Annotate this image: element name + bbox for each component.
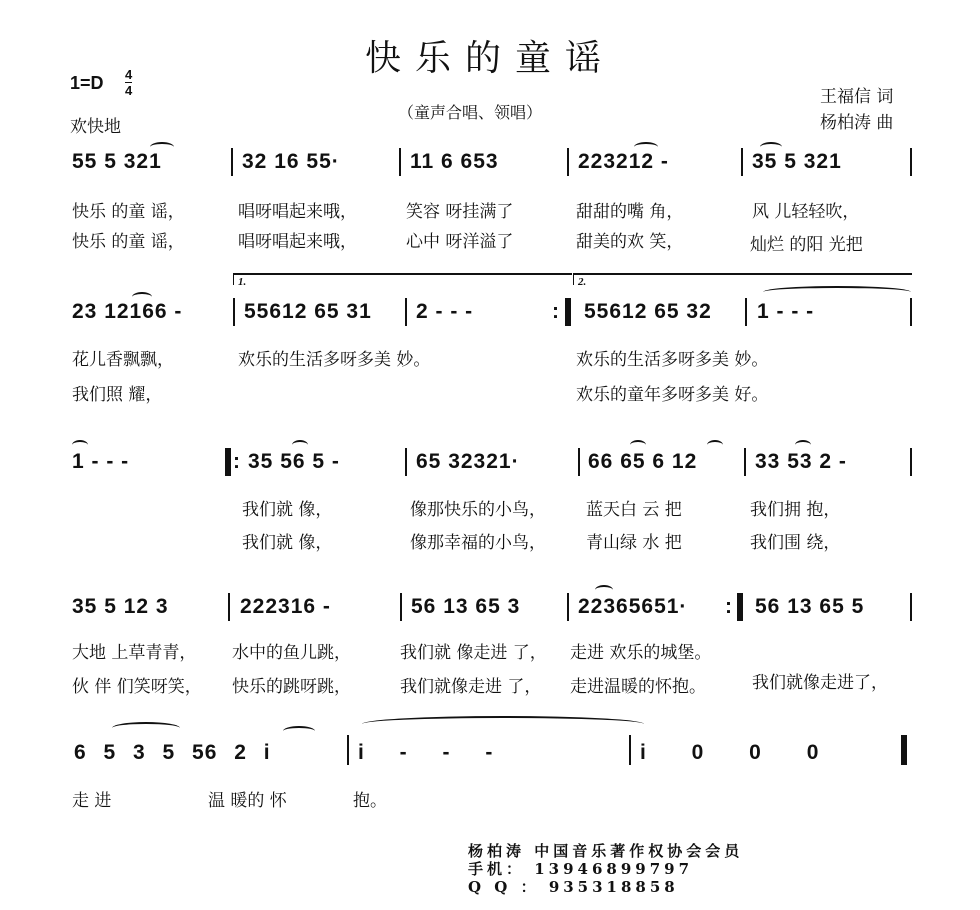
phone-label: 手机： <box>468 860 526 878</box>
tempo-marking: 欢快地 <box>70 117 121 137</box>
bar-line <box>231 148 233 176</box>
measure: 55612 65 32 <box>584 300 712 323</box>
lyric: 唱呀唱起来哦， <box>238 202 357 222</box>
measure: 56 13 65 5 <box>755 595 865 618</box>
bar-line <box>744 448 746 476</box>
final-barline <box>901 735 907 765</box>
lyricist-credit: 王福信 词 <box>820 87 894 107</box>
repeat-barline <box>737 593 743 621</box>
tie <box>362 716 644 732</box>
measure: 22365651· <box>578 595 688 618</box>
slur <box>634 142 658 152</box>
repeat-end-dots: : <box>725 595 733 618</box>
bar-line <box>347 735 349 765</box>
lyric: 青山绿 水 把 <box>586 533 682 553</box>
bar-line <box>745 298 747 326</box>
lyric: 快乐 的童 谣， <box>72 232 185 252</box>
key-signature: 1=D <box>70 73 104 93</box>
performance-note: （童声合唱、领唱） <box>398 103 543 122</box>
bar-line <box>567 593 569 621</box>
slur <box>112 722 180 734</box>
lyric: 心中 呀洋溢了 <box>406 232 514 252</box>
lyric: 像那幸福的小鸟， <box>410 533 546 553</box>
bar-line <box>578 448 580 476</box>
slur <box>595 585 613 595</box>
bar-line <box>910 593 912 621</box>
measure: 6 5 3 5 56 2 i <box>74 741 271 764</box>
measure: 33 53 2 - <box>755 450 847 473</box>
lyric: 欢乐的童年多呀多美 好。 <box>576 385 769 405</box>
repeat-start-dots: : <box>233 450 241 473</box>
slur <box>132 292 152 302</box>
slur <box>760 142 782 152</box>
lyric: 快乐 的童 谣， <box>72 202 185 222</box>
volta-bracket-2 <box>573 273 912 285</box>
bar-line <box>910 448 912 476</box>
lyric: 唱呀唱起来哦， <box>238 232 357 252</box>
lyric: 伙 伴 们笑呀笑， <box>72 677 202 697</box>
measure: 223212 - <box>578 150 669 173</box>
measure: 32 16 55· <box>242 150 340 173</box>
bar-line <box>910 298 912 326</box>
lyric: 我们照 耀， <box>72 385 163 405</box>
bar-line <box>567 148 569 176</box>
measure: 35 5 12 3 <box>72 595 169 618</box>
volta-label-1: 1. <box>238 276 247 288</box>
volta-bracket-1 <box>233 273 572 285</box>
measure: i - - - <box>358 741 494 764</box>
lyric: 甜美的欢 笑， <box>576 232 684 252</box>
tie <box>72 440 88 450</box>
lyric: 我们就 像， <box>242 500 333 520</box>
repeat-barline <box>565 298 571 326</box>
measure: 11 6 653 <box>410 150 499 173</box>
phone-number: 13946899797 <box>534 860 694 878</box>
slur <box>292 440 308 450</box>
bar-line <box>741 148 743 176</box>
lyric: 欢乐的生活多呀多美 妙。 <box>576 350 769 370</box>
qq-label: Q Q ： <box>468 878 540 896</box>
lyric: 灿烂 的阳 光把 <box>750 235 863 255</box>
lyric: 温 暖的 怀 <box>208 791 287 811</box>
lyric: 笑容 呀挂满了 <box>406 202 514 222</box>
slur <box>283 726 315 736</box>
measure: 55 5 321 <box>72 150 162 173</box>
bar-line <box>228 593 230 621</box>
time-signature <box>125 68 132 97</box>
measure: 56 13 65 3 <box>411 595 521 618</box>
repeat-start-barline <box>225 448 231 476</box>
measure: 1 - - - <box>757 300 815 323</box>
lyric: 风 儿轻轻吹， <box>752 202 860 222</box>
bar-line <box>405 448 407 476</box>
bar-line <box>233 298 235 326</box>
lyric: 我们拥 抱， <box>750 500 841 520</box>
lyric: 我们就 像， <box>242 533 333 553</box>
lyric: 快乐的跳呀跳， <box>232 677 351 697</box>
qq-row <box>468 876 679 897</box>
lyric: 我们就像走进 了， <box>400 677 542 697</box>
lyric: 我们就 像走进 了， <box>400 643 547 663</box>
lyric: 抱。 <box>353 791 387 811</box>
lyric: 大地 上草青青， <box>72 643 197 663</box>
composer-membership: 杨柏涛 中国音乐著作权协会会员 <box>468 842 744 860</box>
lyric: 我们就像走进了， <box>752 673 888 693</box>
slur <box>630 440 646 450</box>
repeat-end-dots: : <box>552 300 560 323</box>
bar-line <box>400 593 402 621</box>
tie <box>763 286 911 298</box>
composer-credit: 杨柏涛 曲 <box>820 113 894 133</box>
lyric: 水中的鱼儿跳， <box>232 643 351 663</box>
lyric: 甜甜的嘴 角， <box>576 202 684 222</box>
measure: 65 32321· <box>416 450 520 473</box>
lyric: 我们围 绕， <box>750 533 841 553</box>
measure: 35 5 321 <box>752 150 842 173</box>
volta-label-2: 2. <box>578 276 587 288</box>
song-title: 快乐的童谣 <box>364 38 615 79</box>
bar-line <box>629 735 631 765</box>
measure: 1 - - - <box>72 450 130 473</box>
slur <box>795 440 811 450</box>
qq-number: 935318858 <box>548 878 679 896</box>
measure: 55612 65 31 <box>244 300 372 323</box>
slur <box>707 440 723 450</box>
measure: 66 65 6 12 <box>588 450 698 473</box>
lyric: 蓝天白 云 把 <box>586 500 682 520</box>
bar-line <box>910 148 912 176</box>
measure: 222316 - <box>240 595 331 618</box>
lyric: 像那快乐的小鸟， <box>410 500 546 520</box>
bar-line <box>399 148 401 176</box>
time-signature-bottom: 4 <box>125 83 133 98</box>
measure: 2 - - - <box>416 300 474 323</box>
measure: 35 56 5 - <box>248 450 340 473</box>
measure: 23 12166 - <box>72 300 183 323</box>
lyric: 花儿香飘飘， <box>72 350 174 370</box>
lyric: 走进温暖的怀抱。 <box>570 677 706 697</box>
lyric: 走 进 <box>72 791 112 811</box>
slur <box>150 142 174 152</box>
lyric: 走进 欢乐的城堡。 <box>570 643 712 663</box>
measure: i 0 0 0 <box>640 741 820 764</box>
bar-line <box>405 298 407 326</box>
lyric: 欢乐的生活多呀多美 妙。 <box>238 350 431 370</box>
time-signature-top: 4 <box>125 67 133 82</box>
